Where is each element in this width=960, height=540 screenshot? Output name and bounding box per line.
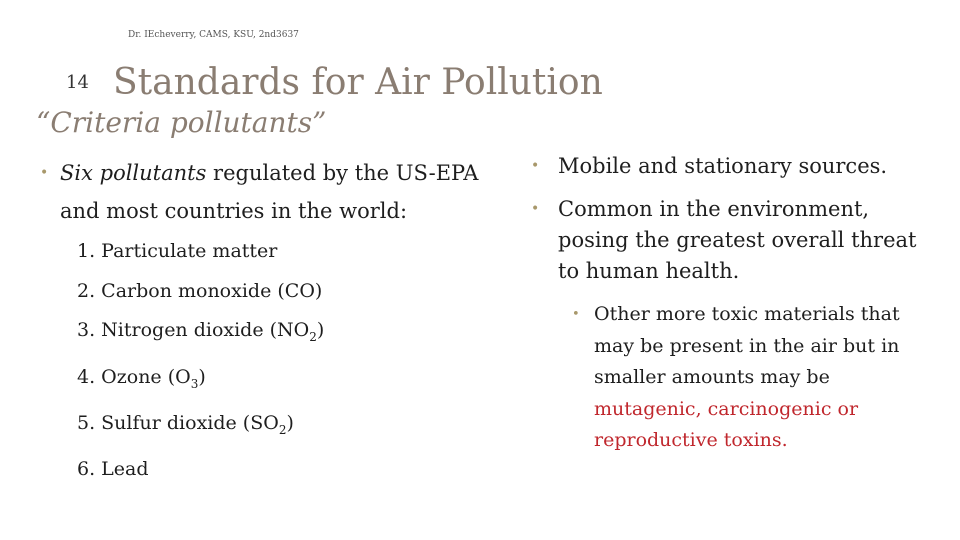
list-item-text: 1. Particulate matter: [77, 240, 278, 262]
threat-bullet: [528, 194, 958, 287]
list-item-text: 2. Carbon monoxide (CO): [77, 279, 323, 302]
slide-subtitle: “Criteria pollutants”: [36, 106, 327, 139]
footer-note: Dr. IEcheverry, CAMS, KSU, 2nd3637: [128, 30, 299, 40]
subscript: 2: [278, 422, 287, 437]
right-column: [528, 151, 958, 457]
list-item: [77, 404, 520, 450]
six-pollutants-text: Six pollutants: [60, 161, 207, 185]
list-item-text: 4. Ozone (O: [77, 365, 191, 388]
bullet-text-line2: and most countries in the world:: [60, 199, 408, 223]
subscript: 3: [190, 376, 199, 391]
sub-text-line3: smaller amounts may be: [594, 366, 830, 388]
list-item: [77, 272, 520, 312]
list-item-text: 5. Sulfur dioxide (SO: [77, 411, 279, 434]
slide-title: Standards for Air Pollution: [113, 62, 603, 103]
pollutant-list: [77, 232, 520, 490]
sub-text-line1: Other more toxic materials that: [594, 303, 900, 325]
sources-bullet: [528, 151, 958, 182]
bullet-icon: •: [572, 307, 580, 322]
bullet-icon: •: [531, 201, 540, 217]
list-item: [77, 358, 520, 404]
bullet-text: Mobile and stationary sources.: [558, 154, 888, 178]
list-item-suffix: ): [316, 319, 325, 342]
bullet-text-line1: Common in the environment,: [558, 197, 870, 221]
bullet-text-line2: posing the greatest overall threat: [558, 228, 917, 252]
list-item: [77, 232, 520, 272]
list-item-text: 6. Lead: [77, 458, 149, 481]
list-item-suffix: ): [198, 365, 206, 388]
left-column: [40, 154, 520, 490]
list-item: [77, 311, 520, 357]
highlight-text-line1: mutagenic, carcinogenic or: [594, 397, 859, 420]
highlight-text-line2: reproductive toxins.: [594, 429, 788, 451]
bullet-text-line3: to human health.: [558, 259, 740, 283]
bullet-icon: •: [40, 165, 49, 181]
pollutants-bullet: [40, 154, 520, 230]
slide-number: 14: [66, 72, 89, 93]
list-item-text: 3. Nitrogen dioxide (NO: [77, 319, 310, 342]
sub-text-line2: may be present in the air but in: [594, 334, 900, 357]
list-item-suffix: ): [286, 411, 294, 434]
bullet-text-line1: regulated by the US-EPA: [206, 161, 479, 185]
bullet-icon: •: [531, 158, 540, 174]
toxic-materials-sub-bullet: [564, 299, 958, 457]
subscript: 2: [309, 329, 317, 344]
list-item: [77, 450, 520, 490]
